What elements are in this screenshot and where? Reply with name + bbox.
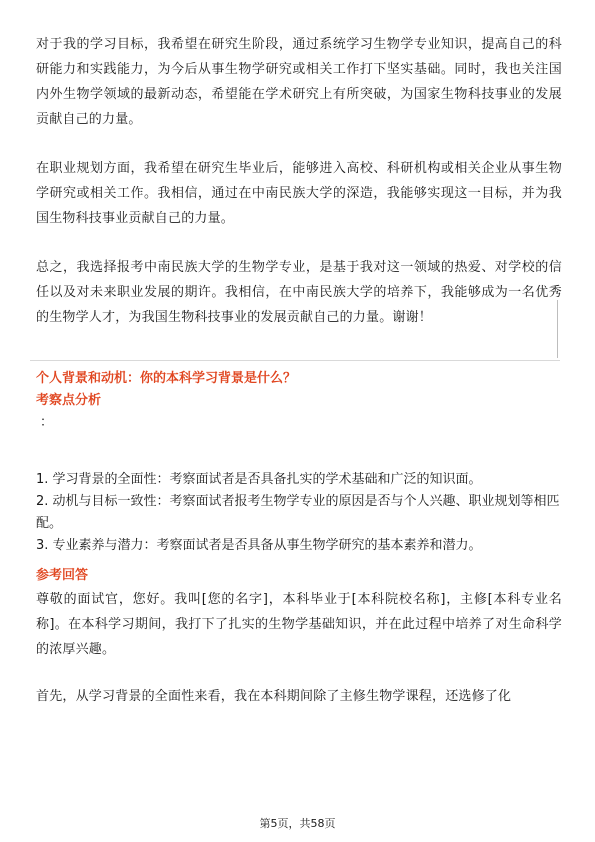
analysis-item: 1. 学习背景的全面性：考察面试者是否具备扎实的学术基础和广泛的知识面。 (36, 472, 482, 487)
paragraph-study-goals: 对于我的学习目标，我希望在研究生阶段，通过系统学习生物学专业知识，提高自己的科研能力和实践能力，为今后从事生物学研究或相关工作打下坚实基础。同时，我也关注国内外生物学领域的最新动态，希望能在学术研究上有所突破，为国家生物科技事业的发展贡献自己的力量。 (36, 37, 562, 127)
margin-bar (557, 300, 558, 358)
analysis-colon: ： (40, 415, 54, 430)
question-title: 个人背景和动机：你的本科学习背景是什么？ (36, 371, 297, 386)
analysis-item: 3. 专业素养与潜力：考察面试者是否具备从事生物学研究的基本素养和潜力。 (36, 538, 482, 553)
question-section (36, 368, 562, 709)
analysis-item: 2. 动机与目标一致性：考察面试者报考生物学专业的原因是否与个人兴趣、职业规划等相匹配。 (36, 494, 560, 531)
reference-paragraph: 尊敬的面试官，您好。我叫[您的名字]，本科毕业于[本科院校名称]，主修[本科专业名称]。在本科学习期间，我打下了扎实的生物学基础知识，并在此过程中培养了对生命科学的浓厚兴趣。 (36, 592, 562, 657)
reference-paragraph: 首先，从学习背景的全面性来看，我在本科期间除了主修生物学课程，还选修了化 (36, 689, 512, 704)
paragraph-conclusion: 总之，我选择报考中南民族大学的生物学专业，是基于我对这一领域的热爱、对学校的信任以及对未来职业发展的期许。我相信，在中南民族大学的培养下，我能够成为一名优秀的生物学人才，为我国生物科技事业的发展贡献自己的力量。谢谢！ (36, 260, 562, 325)
analysis-heading: 考察点分析 (36, 393, 102, 408)
paragraph-career-plan: 在职业规划方面，我希望在研究生毕业后，能够进入高校、科研机构或相关企业从事生物学研究或相关工作。我相信，通过在中南民族大学的深造，我能够实现这一目标，并为我国生物科技事业贡献自己的力量。 (36, 161, 562, 226)
page-number: 第5页，共58页 (259, 817, 336, 830)
reference-heading: 参考回答 (36, 568, 89, 583)
intro-section (36, 32, 562, 330)
section-divider (30, 360, 560, 361)
